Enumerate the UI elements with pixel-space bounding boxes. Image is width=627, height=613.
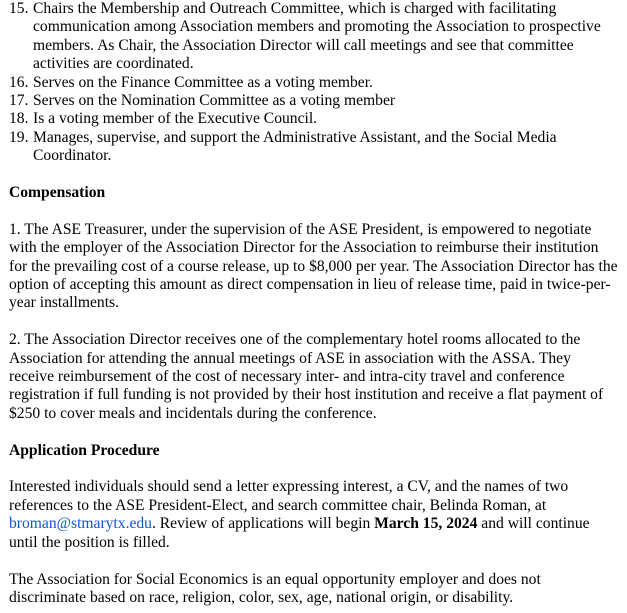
list-item	[9, 74, 619, 92]
item-number: 17.	[9, 92, 29, 110]
item-number: 19.	[9, 128, 29, 146]
application-heading: Application Procedure	[9, 441, 160, 459]
application-text-start: Interested individuals should send a letter expressing interest, a CV, and the names of two references to the ASE President-Elect, and search committee chair, Belinda Roman, at	[9, 478, 569, 514]
list-item	[9, 110, 619, 128]
compensation-paragraph-2: 2. The Association Director receives one of the complementary hotel rooms allocated to the Association for attending the annual meetings of ASE in association with the ASSA. They receive reimbursement of the cost of necessary inter- and intra-city travel and conference registration if full funding is not provided by their host institution and receive a flat payment of $250 to cover meals and incidentals during the conference.	[9, 331, 604, 422]
item-text: Serves on the Nomination Committee as a voting member	[33, 92, 396, 110]
item-text: Serves on the Finance Committee as a voting member.	[33, 73, 373, 91]
email-link[interactable]: broman@stmarytx.edu	[9, 515, 152, 533]
duties-list	[9, 0, 619, 166]
item-text: Chairs the Membership and Outreach Committee, which is charged with facilitating communication among Association members and promoting the Association to prospective members. As Chair, the Association Director will call meetings and see that committee activities are coordinated.	[33, 0, 601, 73]
eeo-statement: The Association for Social Economics is an equal opportunity employer and does not discriminate based on race, religion, color, sex, age, national origin, or disability.	[9, 570, 541, 606]
item-number: 16.	[9, 73, 29, 91]
compensation-heading: Compensation	[9, 184, 106, 202]
list-item	[9, 129, 619, 166]
item-number: 15.	[9, 0, 29, 17]
application-text-end: and will continue until the position is filled.	[9, 515, 590, 551]
review-date: March 15, 2024	[374, 515, 478, 533]
application-paragraph	[9, 478, 619, 552]
list-item	[9, 92, 619, 110]
compensation-paragraph-1: 1. The ASE Treasurer, under the supervision of the ASE President, is empowered to negotiate with the employer of the Association Director for the Association to reimburse their institution for the prevailing cost of a course release, up to $8,000 per year. The Association Director has the option of accepting this amount as direct compensation in lieu of release time, paid in twice-per-year installments.	[9, 220, 618, 312]
list-item	[9, 0, 619, 74]
item-text: Is a voting member of the Executive Council.	[33, 110, 318, 128]
item-text: Manages, supervise, and support the Administrative Assistant, and the Social Media Coordinator.	[33, 128, 557, 165]
item-number: 18.	[9, 110, 29, 128]
application-text-middle: . Review of applications will begin	[151, 515, 375, 533]
